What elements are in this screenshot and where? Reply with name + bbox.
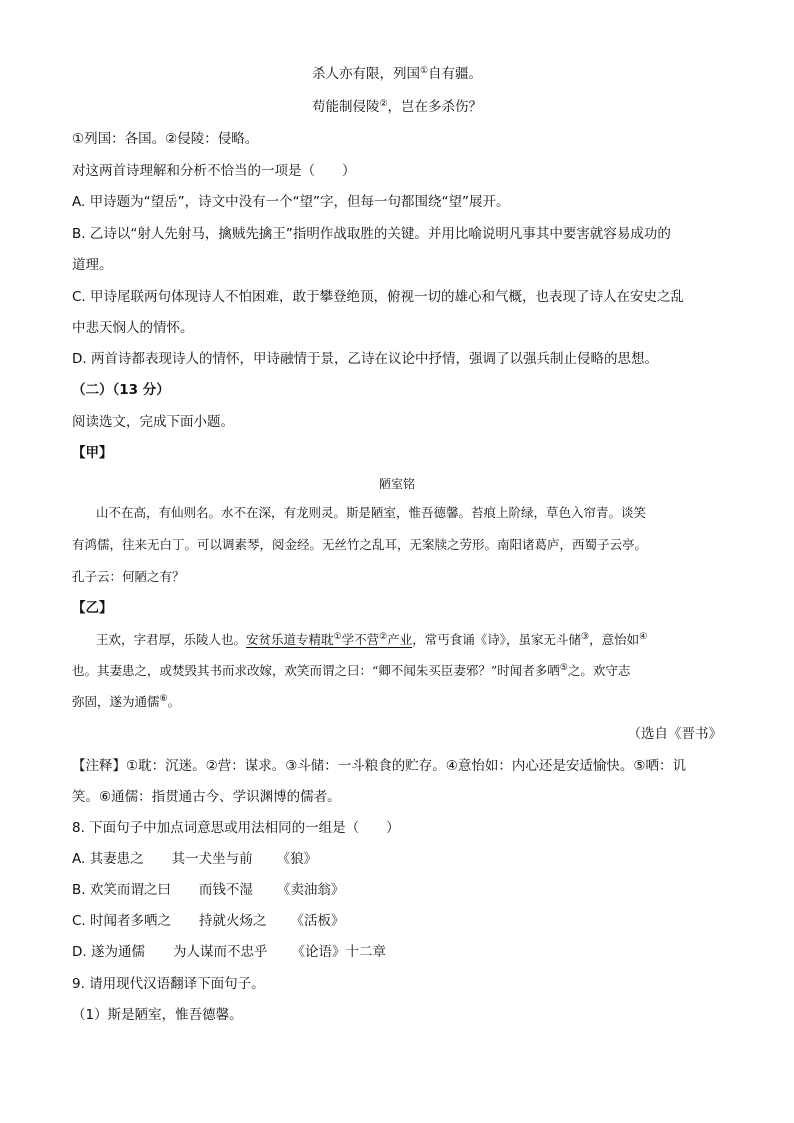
option-sentence: 为人谋而不忠乎 xyxy=(172,944,268,960)
footnote-marker: ⑥ xyxy=(159,694,168,704)
annotation-line1: 【注释】①耽：沉迷。②营：谋求。③斗储：一斗粮食的贮存。④意怡如：内心还是安适愉快。⑤哂：讥 xyxy=(72,758,687,774)
option-c-line2: 中悲天悯人的情怀。 xyxy=(72,320,194,336)
option-source: 《论语》十二章 xyxy=(291,944,386,960)
passage-yi-label: 【乙】 xyxy=(72,600,113,616)
option-sentence: 其一犬坐与前 xyxy=(171,851,253,867)
poem-text: 杀人亦有限，列国 xyxy=(311,66,420,82)
question-8-option-d xyxy=(72,942,722,962)
underlined-sentence xyxy=(246,632,412,647)
passage-text: 弥固，遂为通儒 xyxy=(72,694,160,709)
footnote-marker: ① xyxy=(419,66,429,76)
question-8-stem: 8. 下面句子中加点词意思或用法相同的一组是（ ） xyxy=(72,820,400,836)
section-instruction: 阅读选文，完成下面小题。 xyxy=(72,414,234,430)
footnote-marker: ④ xyxy=(639,632,648,642)
poem-line-3 xyxy=(72,64,722,84)
passage-jia-line2: 有鸿儒，往来无白丁。可以调素琴，阅金经。无丝竹之乱耳，无案牍之劳形。南阳诸葛庐，西蜀子云亭。 xyxy=(72,537,648,552)
passage-text: ，意怡如 xyxy=(589,632,640,647)
section-heading: （二）（13 分） xyxy=(72,382,170,398)
passage-jia-title: 陋室铭 xyxy=(378,477,415,491)
option-d: D. 两首诗都表现诗人的情怀，甲诗融情于景，乙诗在议论中抒情，强调了以强兵制止侵略的思想。 xyxy=(72,351,658,367)
option-c-line1: C. 甲诗尾联两句体现诗人不怕困难，敢于攀登绝顶，俯视一切的雄心和气概，也表现了诗人在安史之乱 xyxy=(72,289,685,305)
question-8-option-c xyxy=(72,911,722,931)
poem-line-4 xyxy=(72,97,722,117)
option-source: 《狼》 xyxy=(276,851,318,867)
annotation-line2: 笑。⑥通儒：指贯通古今、学识渊博的儒者。 xyxy=(72,789,341,805)
option-source: 《活板》 xyxy=(290,913,345,929)
footnote-marker: ② xyxy=(379,632,388,642)
question-8-option-a xyxy=(72,849,722,869)
passage-jia-label: 【甲】 xyxy=(72,445,113,461)
option-sentence: B. 欢笑而谓之曰 xyxy=(72,882,171,898)
footnote-marker: ① xyxy=(333,632,342,642)
option-b-line1: B. 乙诗以“射人先射马，擒贼先擒王”指明作战取胜的关键。并用比喻说明凡事其中要害就容易成功的 xyxy=(72,226,671,242)
option-source: 《卖油翁》 xyxy=(276,882,345,898)
passage-jia-line3: 孔子云：何陋之有？ xyxy=(72,569,185,584)
passage-text: 也。其妻患之，或焚毁其书而求改嫁，欢笑而谓之曰：“卿不闻朱买臣妻邪？”时闻者多哂 xyxy=(72,663,560,678)
passage-text: 学不营 xyxy=(341,632,380,647)
footnote-marker: ② xyxy=(379,99,388,109)
option-sentence: A. 其妻患之 xyxy=(72,851,144,867)
option-sentence: D. 遂为通儒 xyxy=(72,944,145,960)
passage-yi-line3 xyxy=(72,692,722,712)
passage-jia-line1: 山不在高，有仙则名。水不在深，有龙则灵。斯是陋室，惟吾德馨。苔痕上阶绿，草色入帘青。谈笑 xyxy=(96,505,647,520)
option-sentence: C. 时闻者多哂之 xyxy=(72,913,172,929)
passage-text: ，常丐食诵《诗》，虽家无斗储 xyxy=(412,632,581,647)
option-b-line2: 道理。 xyxy=(72,257,113,273)
passage-text: 之。欢守志 xyxy=(567,663,631,678)
passage-text: 产业 xyxy=(387,632,413,647)
question-8-option-b xyxy=(72,880,722,900)
passage-yi-line2 xyxy=(72,661,722,681)
footnote-marker: ③ xyxy=(580,632,590,642)
passage-text: 。 xyxy=(167,694,181,709)
passage-yi-line1 xyxy=(96,630,722,650)
footnote-marker: ⑤ xyxy=(559,663,568,673)
question-stem: 对这两首诗理解和分析不恰当的一项是（ ） xyxy=(72,163,356,179)
passage-text: 王欢，字君厚，乐陵人也。 xyxy=(96,632,247,647)
poem-text: ，岂在多杀伤？ xyxy=(387,99,483,115)
option-a: A. 甲诗题为“望岳”，诗文中没有一个“望”字，但每一句都围绕“望”展开。 xyxy=(72,194,510,210)
passage-text: 安贫乐道专精耽 xyxy=(246,632,334,647)
option-sentence: 而钱不湿 xyxy=(198,882,253,898)
poem-text: 苟能制侵陵 xyxy=(311,99,380,115)
poem-text: 自有疆。 xyxy=(428,66,483,82)
option-sentence: 持就火炀之 xyxy=(199,913,267,929)
question-9-item-1: （1）斯是陋室，惟吾德馨。 xyxy=(72,1007,243,1023)
poem-notes: ①列国：各国。②侵陵：侵略。 xyxy=(72,131,259,147)
question-9-stem: 9. 请用现代汉语翻译下面句子。 xyxy=(72,976,265,992)
passage-source: （选自《晋书》 xyxy=(627,726,722,742)
